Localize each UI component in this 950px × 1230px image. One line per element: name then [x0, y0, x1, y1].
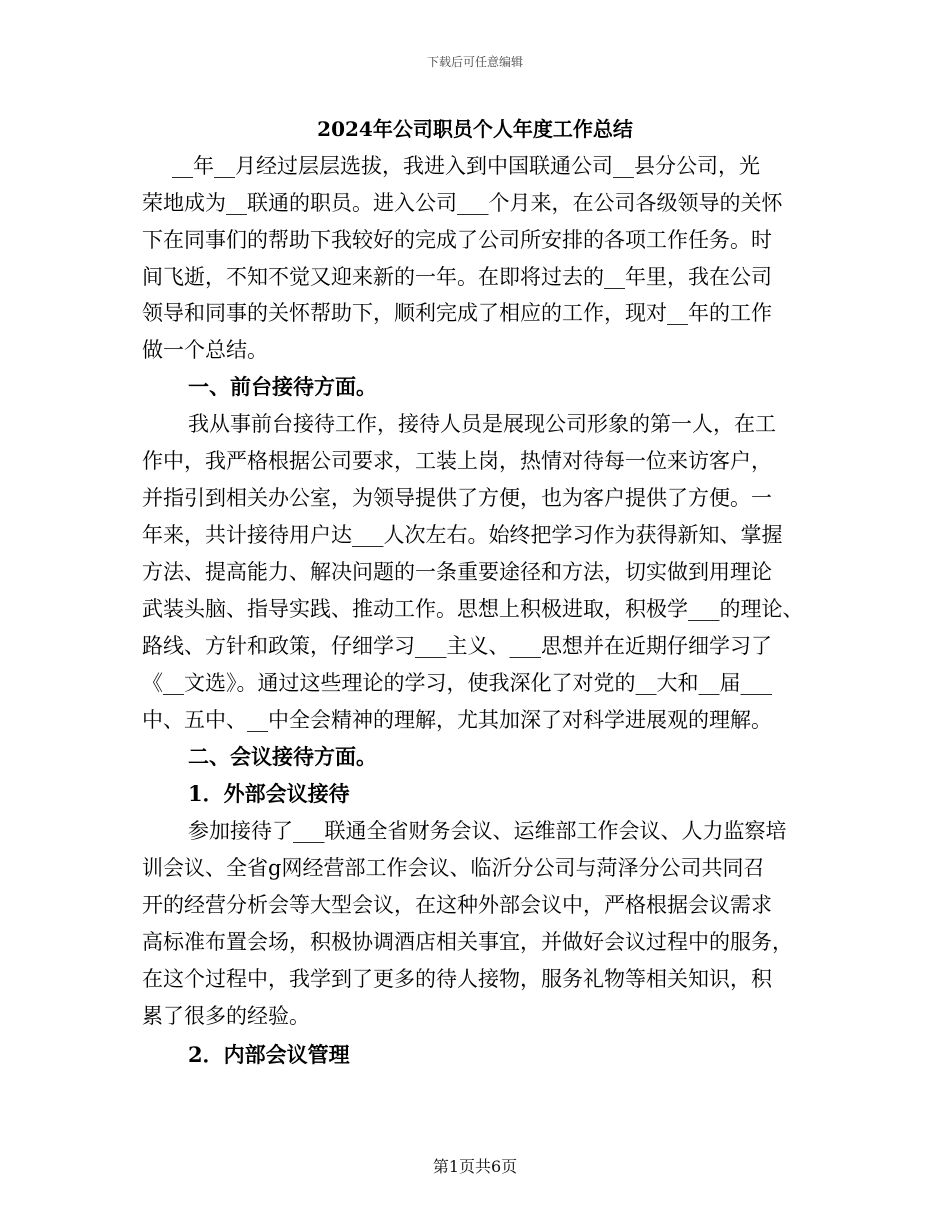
- paragraph-line: __年__月经过层层选拔，我进入到中国联通公司__县分公司，光: [172, 154, 760, 178]
- page-number: 第1页共6页: [432, 1157, 518, 1176]
- paragraph-line: 《__文选》。通过这些理论的学习，使我深化了对党的__大和__届___: [142, 671, 772, 695]
- subsection-heading: 1．外部会议接待: [188, 781, 350, 806]
- paragraph-line: 高标准布置会场，积极协调酒店相关事宜，并做好会议过程中的服务，: [142, 930, 793, 954]
- paragraph-line: 我从事前台接待工作，接待人员是展现公司形象的第一人，在工: [188, 412, 776, 436]
- paragraph-line: 在这个过程中，我学到了更多的待人接物，服务礼物等相关知识，积: [142, 967, 772, 991]
- paragraph-line: 做一个总结。: [142, 338, 268, 362]
- paragraph-line: 中、五中、__中全会精神的理解，尤其加深了对科学进展观的理解。: [142, 708, 772, 732]
- paragraph-line: 下在同事们的帮助下我较好的完成了公司所安排的各项工作任务。时: [142, 228, 772, 252]
- paragraph-line: 参加接待了___联通全省财务会议、运维部工作会议、人力监察培: [188, 819, 787, 843]
- paragraph-line: 并指引到相关办公室，为领导提供了方便，也为客户提供了方便。一: [142, 486, 772, 510]
- section-heading: 一、前台接待方面。: [188, 374, 377, 399]
- paragraph-line: 作中，我严格根据公司要求，工装上岗，热情对待每一位来访客户，: [142, 449, 772, 473]
- paragraph-line: 开的经营分析会等大型会议，在这种外部会议中，严格根据会议需求: [142, 893, 772, 917]
- document-title: 2024年公司职员个人年度工作总结: [317, 117, 633, 141]
- paragraph-line: 方法、提高能力、解决问题的一条重要途径和方法，切实做到用理论: [142, 560, 772, 584]
- section-heading: 二、会议接待方面。: [188, 744, 377, 769]
- paragraph-line: 荣地成为__联通的职员。进入公司___个月来，在公司各级领导的关怀: [142, 191, 783, 215]
- paragraph-line: 训会议、全省g网经营部工作会议、临沂分公司与菏泽分公司共同召: [142, 856, 765, 880]
- paragraph-line: 年来，共计接待用户达___人次左右。始终把学习作为获得新知、掌握: [142, 523, 783, 547]
- subsection-heading: 2．内部会议管理: [188, 1042, 350, 1067]
- paragraph-line: 领导和同事的关怀帮助下，顺利完成了相应的工作，现对__年的工作: [142, 301, 772, 325]
- paragraph-line: 累了很多的经验。: [142, 1004, 310, 1028]
- paragraph-line: 武装头脑、指导实践、推动工作。思想上积极进取，积极学___的理论、: [142, 597, 804, 621]
- page-header: 下载后可任意编辑: [426, 55, 523, 69]
- paragraph-line: 间飞逝，不知不觉又迎来新的一年。在即将过去的__年里，我在公司: [142, 265, 772, 289]
- paragraph-line: 路线、方针和政策，仔细学习___主义、___思想并在近期仔细学习了: [142, 634, 772, 658]
